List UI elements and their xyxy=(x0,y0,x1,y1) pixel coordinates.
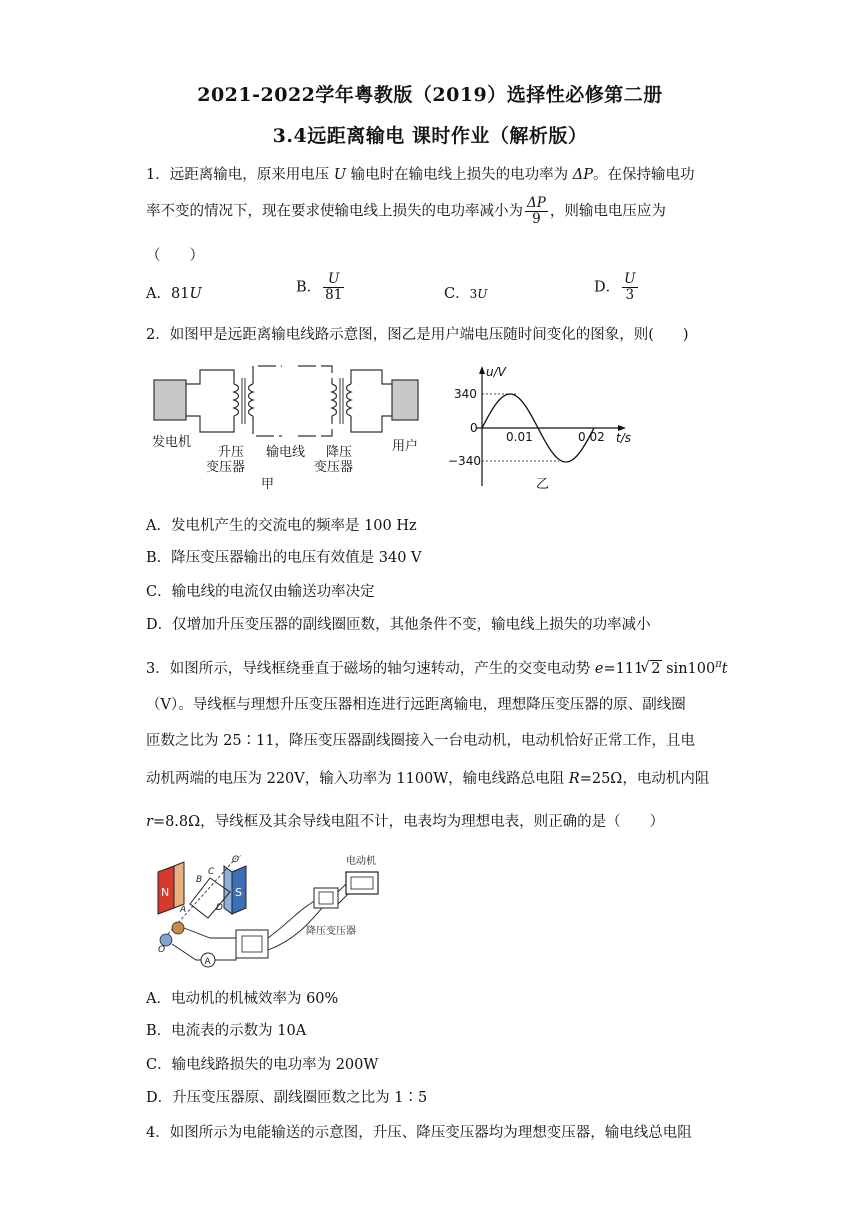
caption-yi: 乙 xyxy=(536,477,550,492)
q3-sqrt-val: 2 xyxy=(651,661,661,677)
q3-option-c[interactable]: C．输电线路损失的电功率为 200W xyxy=(146,1057,379,1073)
slip-ring xyxy=(172,922,184,934)
q3-pi: π xyxy=(715,659,722,671)
q3-stem-line2: （V）。导线框与理想升压变压器相连进行远距离输电，理想降压变压器的原、副线圈 xyxy=(146,697,686,713)
q3-text: 动机两端的电压为 220V，输入功率为 1100W，输电线路总电阻 xyxy=(146,771,569,787)
option-var: U xyxy=(189,286,202,302)
label-generator: 发电机 xyxy=(152,435,192,450)
q3-option-b[interactable]: B．电流表的示数为 10A xyxy=(146,1023,307,1039)
q1-fraction xyxy=(525,196,548,227)
tick-neg340: −340 xyxy=(448,454,481,468)
frac-num: U xyxy=(323,272,344,288)
label-A: A xyxy=(180,905,187,915)
q3-text: =25Ω，电动机内阻 xyxy=(579,771,710,787)
q1-option-d[interactable] xyxy=(594,272,640,303)
q3-option-d[interactable]: D．升压变压器原、副线圈匝数之比为 1∶5 xyxy=(146,1090,428,1106)
label-stepdown: 降压变压器 xyxy=(306,926,356,937)
label-line: 输电线 xyxy=(266,445,306,460)
q3-stem-line5 xyxy=(146,810,664,831)
user-box xyxy=(392,380,418,420)
q4-stem: 4．如图所示为电能输送的示意图，升压、降压变压器均为理想变压器，输电线总电阻 xyxy=(146,1125,692,1141)
q2-chart-yi xyxy=(436,360,636,492)
q3-text: =111 xyxy=(603,661,644,677)
q2-option-b[interactable]: B．降压变压器输出的电压有效值是 340 V xyxy=(146,550,422,566)
tick-001: 0.01 xyxy=(506,430,533,444)
label-stepdown-2: 变压器 xyxy=(314,460,354,475)
q1-var-dp: ΔP xyxy=(572,167,594,183)
label-user: 用户 xyxy=(392,439,419,454)
gen-wire xyxy=(186,370,234,432)
label-stepup-1: 升压 xyxy=(218,445,245,460)
y-label-text: u/V xyxy=(486,365,506,379)
q3-var-e: e xyxy=(594,661,604,677)
q3-stem-line4 xyxy=(146,767,709,788)
frac-den: 3 xyxy=(625,287,635,303)
option-value: 3 xyxy=(469,287,478,301)
label-stepdown-1: 降压 xyxy=(326,445,353,460)
option-fraction xyxy=(323,272,344,303)
q1-text: ，则输电电压应为 xyxy=(549,203,666,220)
label-B: B xyxy=(196,875,203,885)
tick-0: 0 xyxy=(470,421,478,435)
q1-frac-den: 9 xyxy=(532,211,541,227)
q1-text: 1．远距离输电，原来用电压 xyxy=(146,167,334,183)
label-N: N xyxy=(161,886,170,899)
q3-stem-line1 xyxy=(146,657,728,678)
stepup-transformer xyxy=(236,930,268,958)
magnet-n-side xyxy=(174,862,184,908)
label-stepup-2: 变压器 xyxy=(206,460,246,475)
q3-text: 3．如图所示，导线框绕垂直于磁场的轴匀速转动，产生的交变电动势 xyxy=(146,661,595,677)
q2-stem: 2．如图甲是远距离输电线路示意图，图乙是用户端电压随时间变化的图象，则( ) xyxy=(146,327,689,343)
x-label: t/s xyxy=(616,431,631,445)
label-D: D xyxy=(216,903,223,913)
slip-ring xyxy=(160,934,172,946)
q1-option-a[interactable] xyxy=(146,282,202,303)
label-O: O xyxy=(158,945,166,955)
tick-002: 0.02 xyxy=(578,430,605,444)
label-O-prime: O′ xyxy=(232,855,242,865)
option-label: A． xyxy=(146,286,171,302)
q3-figure xyxy=(150,852,390,980)
stepdown-transformer xyxy=(314,888,338,908)
q3-var-t: t xyxy=(721,661,728,677)
q1-text: 。在保持输电功 xyxy=(593,167,695,183)
stepdown-coil-secondary xyxy=(347,384,352,416)
label-motor: 电动机 xyxy=(346,856,376,867)
q2-figure-jia xyxy=(148,360,428,492)
transmission-line xyxy=(253,366,332,436)
q1-paren: （ ） xyxy=(146,248,204,264)
q1-var-u: U xyxy=(333,167,347,183)
q3-text: =8.8Ω，导线框及其余导线电阻不计，电表均为理想电表，则正确的是（ ） xyxy=(152,814,665,830)
q3-sqrt xyxy=(643,661,661,677)
q2-option-d[interactable]: D．仅增加升压变压器的副线圈匝数，其他条件不变，输电线上损失的功率减小 xyxy=(146,617,651,633)
q1-option-c[interactable] xyxy=(444,282,487,303)
option-label: D． xyxy=(594,279,621,296)
q2-option-a[interactable]: A．发电机产生的交流电的频率是 100 Hz xyxy=(146,518,417,534)
q1-stem-line2 xyxy=(146,196,666,227)
option-label: B． xyxy=(296,279,322,296)
q2-option-c[interactable]: C．输电线的电流仅由输送功率决定 xyxy=(146,584,375,600)
option-var: U xyxy=(477,287,488,301)
option-label: C． xyxy=(444,286,470,302)
y-label xyxy=(486,365,507,379)
option-fraction xyxy=(622,272,637,303)
q1-stem-line1 xyxy=(146,163,695,184)
stepup-coil-primary xyxy=(234,384,239,416)
label-S: S xyxy=(235,886,242,899)
document-subtitle: 3.4远距离输电 课时作业（解析版） xyxy=(272,125,588,147)
q1-frac-num: ΔP xyxy=(527,195,546,211)
frac-den: 81 xyxy=(325,287,343,303)
q3-stem-line3: 匝数之比为 25∶11，降压变压器副线圈接入一台电动机，电动机恰好正常工作，且电 xyxy=(146,733,696,749)
label-C: C xyxy=(208,867,215,877)
ammeter-label: A xyxy=(204,957,211,967)
q3-var-r-small: r xyxy=(146,814,153,830)
option-value: 81 xyxy=(170,286,190,302)
caption-jia: 甲 xyxy=(261,477,275,492)
document-title: 2021-2022学年粤教版（2019）选择性必修第二册 xyxy=(197,84,663,106)
q3-var-r: R xyxy=(568,771,580,787)
tick-340: 340 xyxy=(454,387,477,401)
stepup-coil-secondary xyxy=(249,384,254,416)
user-wire xyxy=(351,370,392,432)
wire xyxy=(184,928,236,938)
y-axis-arrow xyxy=(479,366,485,374)
generator-box xyxy=(154,380,186,420)
q1-text: 输电时在输电线上损失的电功率为 xyxy=(346,167,573,183)
q1-option-b[interactable] xyxy=(296,272,346,303)
stepdown-coil-primary xyxy=(332,384,337,416)
q1-text: 率不变的情况下，现在要求使输电线上损失的电功率减小为 xyxy=(146,203,523,220)
q3-option-a[interactable]: A．电动机的机械效率为 60% xyxy=(146,991,339,1007)
q3-text: sin100 xyxy=(661,661,716,677)
frac-num: U xyxy=(624,271,636,287)
